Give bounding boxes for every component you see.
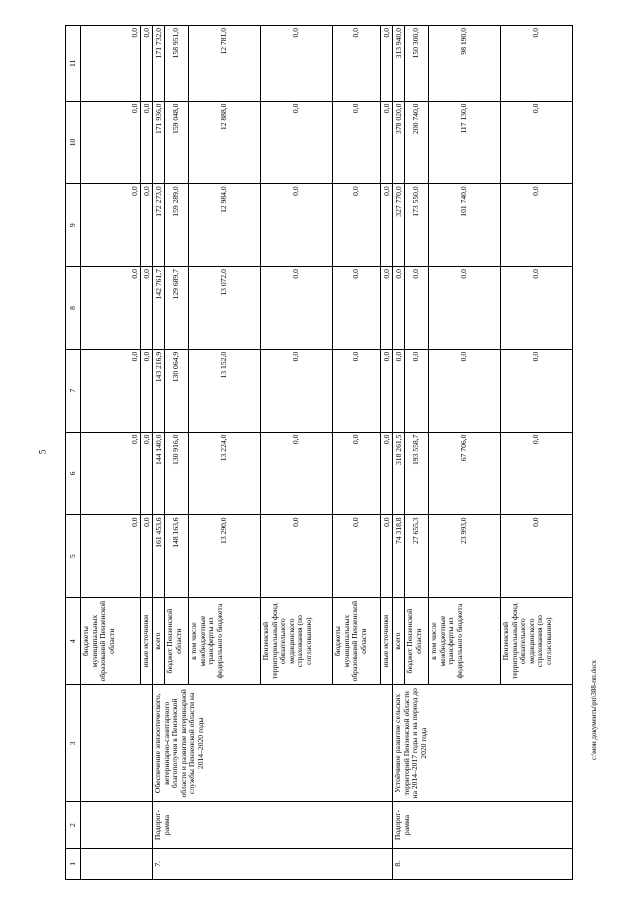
cell-value: 0,0 (261, 432, 333, 515)
header-cell: 2 (66, 802, 81, 848)
cell-source: бюджет Пензенской области (405, 598, 429, 685)
cell-value: 173 550,0 (405, 184, 429, 267)
cell-value: 130 916,0 (165, 432, 189, 515)
cell-type: Подпрог-рамма (153, 802, 393, 848)
cell-source: всего (153, 598, 165, 685)
cell-value: 0,0 (333, 349, 381, 432)
cell-source: Пензенский территориальный фонд обязательного медицинского страхования (по согласованию) (261, 598, 333, 685)
cell-value: 158 951,0 (165, 26, 189, 102)
cell-value: 0,0 (261, 101, 333, 184)
cell-value: 0,0 (405, 267, 429, 350)
cell-value: 0,0 (81, 267, 141, 350)
cell-number: 8. (393, 848, 573, 879)
cell-value: 0,0 (501, 432, 573, 515)
cell-value: 0,0 (501, 184, 573, 267)
cell-source: в том числе межбюджетные трансферты из федерального бюджета (189, 598, 261, 685)
cell-value: 159 289,0 (165, 184, 189, 267)
header-row (66, 26, 81, 880)
cell-value: 0,0 (261, 267, 333, 350)
cell-value: 143 216,9 (153, 349, 165, 432)
cell-value: 171 732,0 (153, 26, 165, 102)
cell-value: 159 048,0 (165, 101, 189, 184)
cell-value: 318 261,5 (393, 432, 405, 515)
header-cell: 7 (66, 349, 81, 432)
cell-value: 0,0 (141, 432, 153, 515)
cell-value: 0,0 (393, 349, 405, 432)
cell-value: 0,0 (81, 432, 141, 515)
table-row (153, 26, 165, 880)
cell-value: 12 984,0 (189, 184, 261, 267)
cell-value: 200 740,0 (405, 101, 429, 184)
cell-value: 172 273,0 (153, 184, 165, 267)
cell-value: 0,0 (501, 26, 573, 102)
cell-source: бюджет Пензенской области (165, 598, 189, 685)
cell-value: 0,0 (261, 349, 333, 432)
cell-type (81, 802, 153, 848)
cell-source: в том числе межбюджетные трансферты из федерального бюджета (429, 598, 501, 685)
cell-value: 0,0 (381, 515, 393, 598)
cell-value: 101 740,0 (429, 184, 501, 267)
cell-value: 0,0 (381, 101, 393, 184)
cell-value: 378 020,0 (393, 101, 405, 184)
cell-source: иные источники (381, 598, 393, 685)
cell-number: 7. (153, 848, 393, 879)
cell-value: 130 064,9 (165, 349, 189, 432)
cell-value: 0,0 (333, 432, 381, 515)
cell-value: 0,0 (141, 515, 153, 598)
cell-value: 0,0 (141, 101, 153, 184)
cell-source: бюджеты муниципальных образований Пензенской области (81, 598, 141, 685)
cell-value: 13 152,0 (189, 349, 261, 432)
cell-value: 0,0 (141, 26, 153, 102)
cell-source: всего (393, 598, 405, 685)
cell-value: 0,0 (501, 515, 573, 598)
cell-value: 313 940,0 (393, 26, 405, 102)
cell-value: 148 163,6 (165, 515, 189, 598)
cell-value: 117 130,0 (429, 101, 501, 184)
cell-value: 0,0 (381, 26, 393, 102)
footer-file-path: c:\мои документы\рп\388-пп.docx (590, 659, 598, 760)
cell-value: 0,0 (261, 184, 333, 267)
table-row (393, 26, 405, 880)
cell-value: 0,0 (333, 26, 381, 102)
cell-value: 12 781,0 (189, 26, 261, 102)
cell-value: 0,0 (333, 267, 381, 350)
cell-name: Устойчивое развитие сельских территорий Пензенской области на 2014–2017 годы и на период до 2020 года (393, 685, 573, 802)
cell-value: 0,0 (81, 184, 141, 267)
cell-value: 0,0 (333, 101, 381, 184)
cell-value: 98 190,0 (429, 26, 501, 102)
header-cell: 10 (66, 101, 81, 184)
cell-value: 0,0 (333, 515, 381, 598)
cell-value: 0,0 (501, 101, 573, 184)
cell-value: 0,0 (405, 349, 429, 432)
header-cell: 6 (66, 432, 81, 515)
cell-value: 0,0 (393, 267, 405, 350)
header-cell: 1 (66, 848, 81, 879)
header-cell: 5 (66, 515, 81, 598)
cell-value: 150 300,0 (405, 26, 429, 102)
page-number: 5 (37, 449, 48, 455)
cell-value: 0,0 (381, 267, 393, 350)
cell-value: 0,0 (261, 26, 333, 102)
cell-value: 0,0 (81, 101, 141, 184)
cell-value: 142 761,7 (153, 267, 165, 350)
cell-value: 0,0 (381, 432, 393, 515)
cell-value: 0,0 (429, 267, 501, 350)
cell-value: 129 689,7 (165, 267, 189, 350)
cell-value: 23 993,0 (429, 515, 501, 598)
cell-value: 193 558,7 (405, 432, 429, 515)
budget-table (65, 25, 573, 880)
cell-name: Обеспечение эпизоотического, ветеринарно-санитарного благополучия в Пензенской области и развитие ветеринарной службы Пензенской области на 2014–2020 годы (153, 685, 393, 802)
cell-value: 0,0 (429, 349, 501, 432)
cell-source: бюджеты муниципальных образований Пензенской области (333, 598, 381, 685)
cell-value: 144 140,0 (153, 432, 165, 515)
cell-type: Подпрог-рамма (393, 802, 573, 848)
cell-value: 74 318,8 (393, 515, 405, 598)
header-cell: 3 (66, 685, 81, 802)
cell-value: 0,0 (501, 349, 573, 432)
cell-value: 0,0 (81, 349, 141, 432)
cell-value: 0,0 (381, 184, 393, 267)
cell-value: 327 770,0 (393, 184, 405, 267)
cell-value: 0,0 (141, 267, 153, 350)
header-cell: 9 (66, 184, 81, 267)
cell-value: 27 655,3 (405, 515, 429, 598)
cell-value: 0,0 (501, 267, 573, 350)
cell-value: 0,0 (81, 515, 141, 598)
cell-name (81, 685, 153, 802)
header-cell: 11 (66, 26, 81, 102)
cell-value: 13 290,0 (189, 515, 261, 598)
cell-value: 13 224,0 (189, 432, 261, 515)
cell-value: 67 706,0 (429, 432, 501, 515)
table-row (81, 26, 141, 880)
cell-source: Пензенский территориальный фонд обязательного медицинского страхования (по согласованию) (501, 598, 573, 685)
cell-source: иные источники (141, 598, 153, 685)
cell-value: 161 453,6 (153, 515, 165, 598)
cell-value: 0,0 (261, 515, 333, 598)
header-cell: 8 (66, 267, 81, 350)
cell-value: 171 936,0 (153, 101, 165, 184)
cell-value: 0,0 (381, 349, 393, 432)
cell-value: 0,0 (81, 26, 141, 102)
header-cell: 4 (66, 598, 81, 685)
cell-value: 0,0 (333, 184, 381, 267)
cell-value: 0,0 (141, 184, 153, 267)
cell-value: 13 072,0 (189, 267, 261, 350)
cell-value: 12 888,0 (189, 101, 261, 184)
cell-number (81, 848, 153, 879)
rotated-table-container (65, 25, 585, 880)
cell-value: 0,0 (141, 349, 153, 432)
